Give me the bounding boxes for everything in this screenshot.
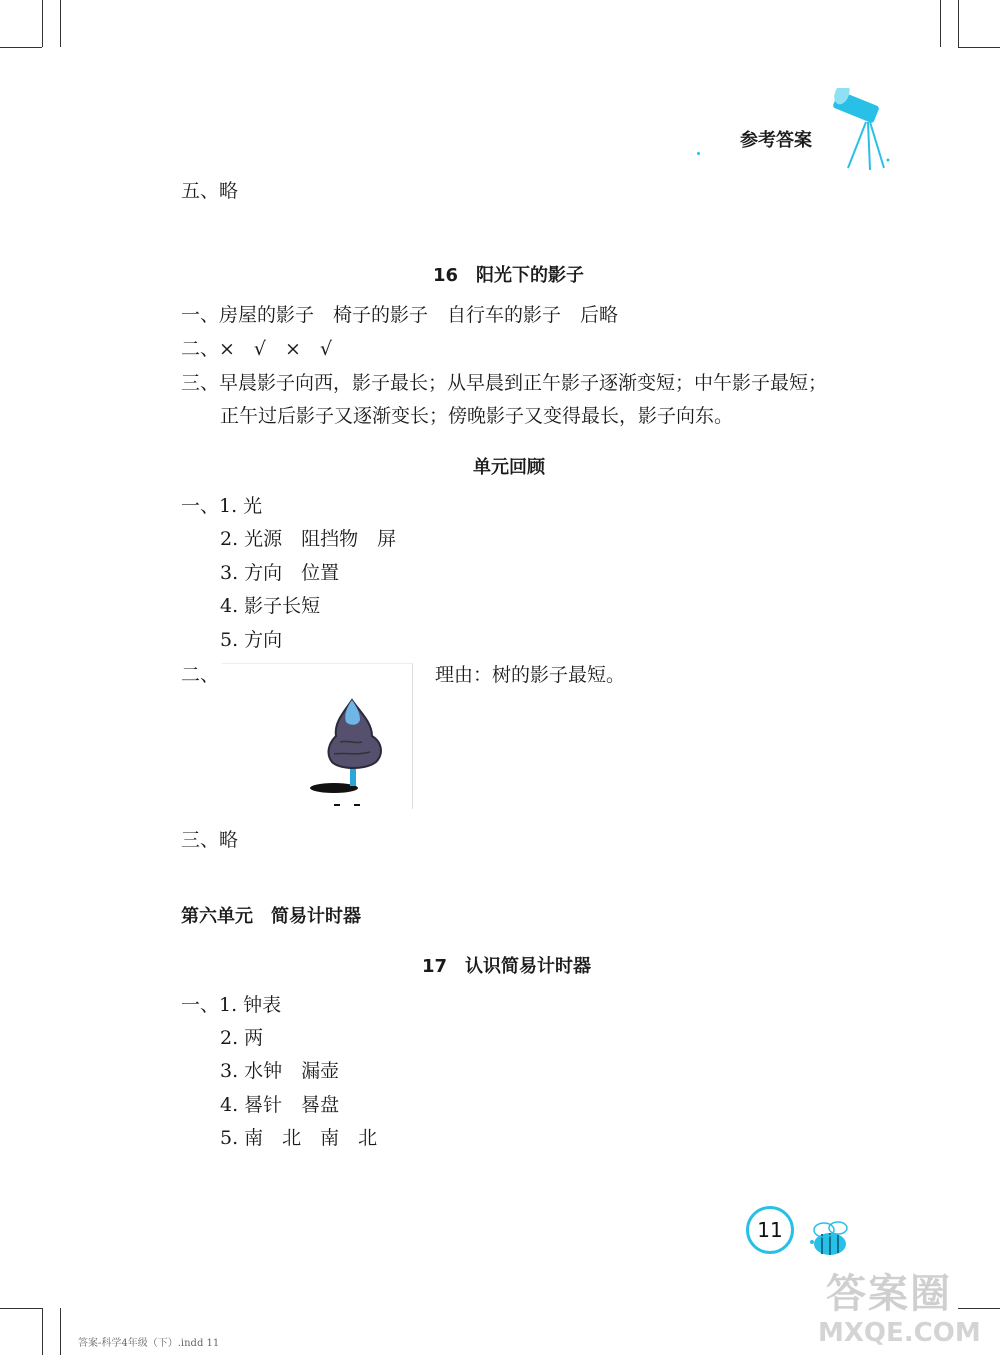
- answer-line: 二、: [181, 664, 220, 686]
- lesson-17-heading: 17 认识简易计时器: [422, 956, 592, 977]
- answer-line: 一、房屋的影子 椅子的影子 自行车的影子 后略: [181, 304, 619, 326]
- decor-dot: [697, 152, 700, 155]
- crop-mark: [958, 0, 959, 47]
- crop-mark: [958, 47, 1000, 48]
- unit-6-heading: 第六单元 简易计时器: [181, 906, 361, 927]
- answer-line: 三、略: [181, 829, 239, 851]
- crop-mark: [60, 0, 61, 47]
- page-header-title: 参考答案: [740, 130, 812, 151]
- crop-mark: [940, 0, 941, 47]
- tree-illustration: [300, 692, 400, 810]
- answer-line: 五、略: [181, 180, 239, 202]
- watermark-logo: 答案圈: [826, 1271, 952, 1317]
- answer-line: 2. 两: [220, 1027, 264, 1049]
- crop-mark: [42, 0, 43, 47]
- answer-line: 三、早晨影子向西，影子最长；从早晨到正午影子逐渐变短；中午影子最短；: [181, 372, 828, 394]
- answer-line: 3. 方向 位置: [220, 562, 340, 584]
- telescope-icon: [826, 88, 896, 174]
- answer-line: 正午过后影子又逐渐变长；傍晚影子又变得最长，影子向东。: [220, 405, 734, 427]
- answer-line: 4. 影子长短: [220, 595, 321, 617]
- watermark-url: MXQE.COM: [818, 1318, 981, 1348]
- answer-line: 一、1. 光: [181, 495, 263, 517]
- answer-line: 2. 光源 阻挡物 屏: [220, 528, 397, 550]
- crop-mark: [60, 1308, 61, 1355]
- answer-line: 5. 方向: [220, 629, 283, 651]
- answer-line: 4. 晷针 晷盘: [220, 1094, 340, 1116]
- review-heading: 单元回顾: [473, 457, 545, 478]
- crop-mark: [42, 1308, 43, 1355]
- answer-line: 3. 水钟 漏壶: [220, 1060, 340, 1082]
- print-footer: 答案-科学4年级（下）.indd 11: [78, 1338, 220, 1349]
- answer-line: 一、1. 钟表: [181, 994, 282, 1016]
- crop-mark: [958, 1308, 1000, 1309]
- answer-line: 理由：树的影子最短。: [435, 664, 626, 686]
- answer-line: 5. 南 北 南 北: [220, 1127, 378, 1149]
- page-number: 11: [746, 1206, 794, 1254]
- lesson-16-heading: 16 阳光下的影子: [433, 265, 585, 286]
- bee-icon: [796, 1218, 856, 1262]
- crop-mark: [0, 47, 42, 48]
- crop-mark: [0, 1308, 42, 1309]
- answer-line: 二、× √ × √: [181, 338, 333, 360]
